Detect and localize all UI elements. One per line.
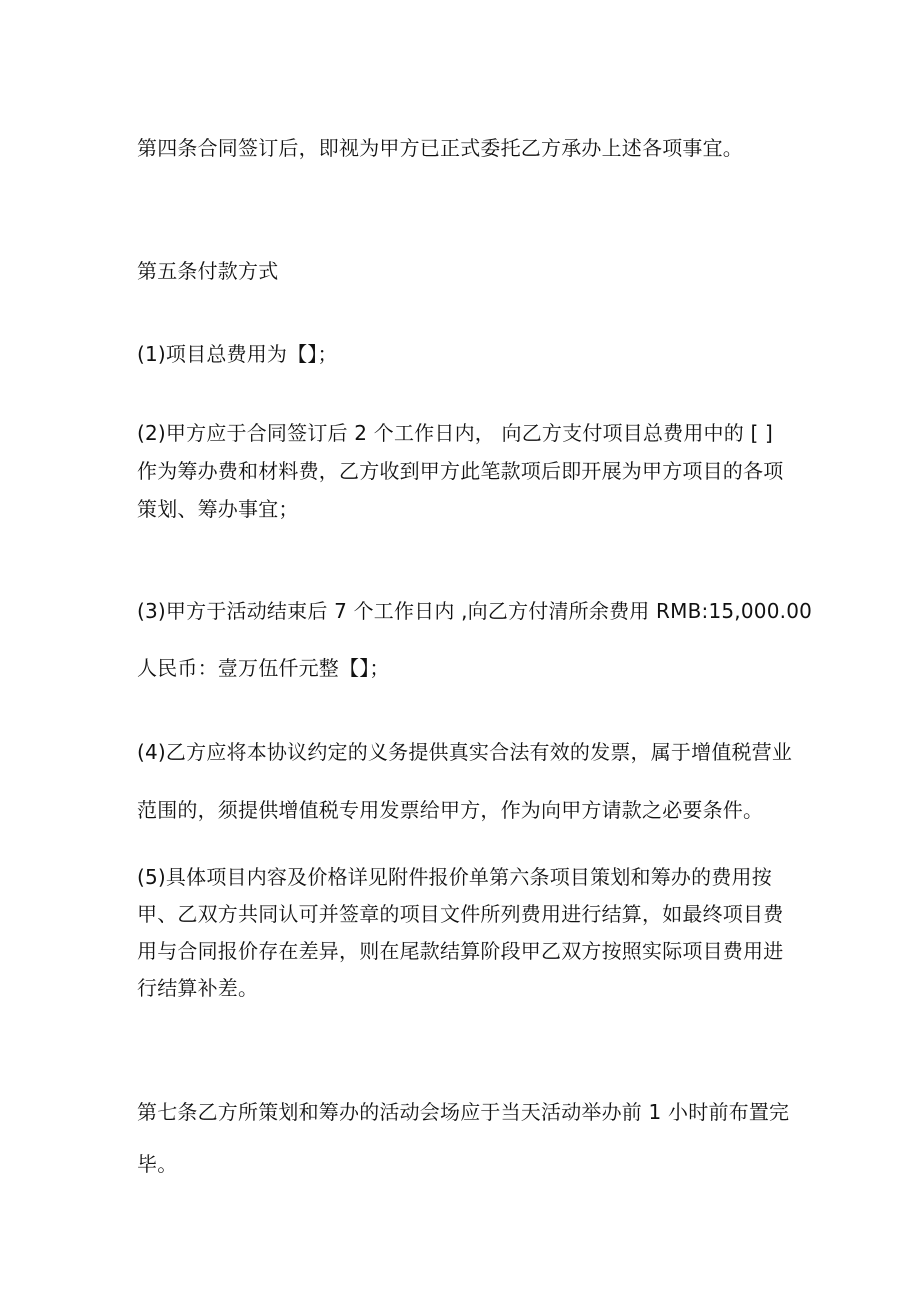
article-7-line: 第七条乙方所策划和筹办的活动会场应于当天活动举办前 1 小时前布置完 [137, 1100, 790, 1124]
article-4-text: 第四条合同签订后，即视为甲方已正式委托乙方承办上述各项事宜。 [137, 136, 743, 160]
payment-item-5-line: 甲、乙双方共同认可并签章的项目文件所列费用进行结算，如最终项目费 [137, 902, 784, 926]
payment-item-3-line-1: (3)甲方于活动结束后 7 个工作日内 ,向乙方付清所余费用 RMB:15,000.00 [137, 599, 813, 623]
article-7-line: 毕。 [137, 1152, 178, 1176]
payment-item-5-line: 行结算补差。 [137, 976, 259, 1000]
payment-item-3-line-2: 人民币：壹万伍仟元整【】； [137, 656, 390, 680]
article-7 [137, 1086, 789, 1190]
payment-item-2 [137, 414, 789, 528]
article-5-heading: 第五条付款方式 [137, 259, 279, 283]
payment-item-1: (1)项目总费用为【】； [137, 342, 338, 366]
payment-item-5 [137, 859, 789, 1007]
payment-item-4 [137, 723, 793, 839]
payment-item-5-line: 用与合同报价存在差异，则在尾款结算阶段甲乙双方按照实际项目费用进 [137, 939, 784, 963]
payment-item-2-line: (2)甲方应于合同签订后 2 个工作日内， 向乙方支付项目总费用中的 [ ] [137, 421, 774, 445]
payment-item-4-line: (4)乙方应将本协议约定的义务提供真实合法有效的发票，属于增值税营业 [137, 740, 793, 764]
payment-item-2-line: 策划、筹办事宜； [137, 497, 299, 521]
payment-item-2-line: 作为筹办费和材料费，乙方收到甲方此笔款项后即开展为甲方项目的各项 [137, 459, 784, 483]
payment-item-5-line: (5)具体项目内容及价格详见附件报价单第六条项目策划和筹办的费用按 [137, 865, 772, 889]
payment-item-4-line: 范围的，须提供增值税专用发票给甲方，作为向甲方请款之必要条件。 [137, 798, 764, 822]
